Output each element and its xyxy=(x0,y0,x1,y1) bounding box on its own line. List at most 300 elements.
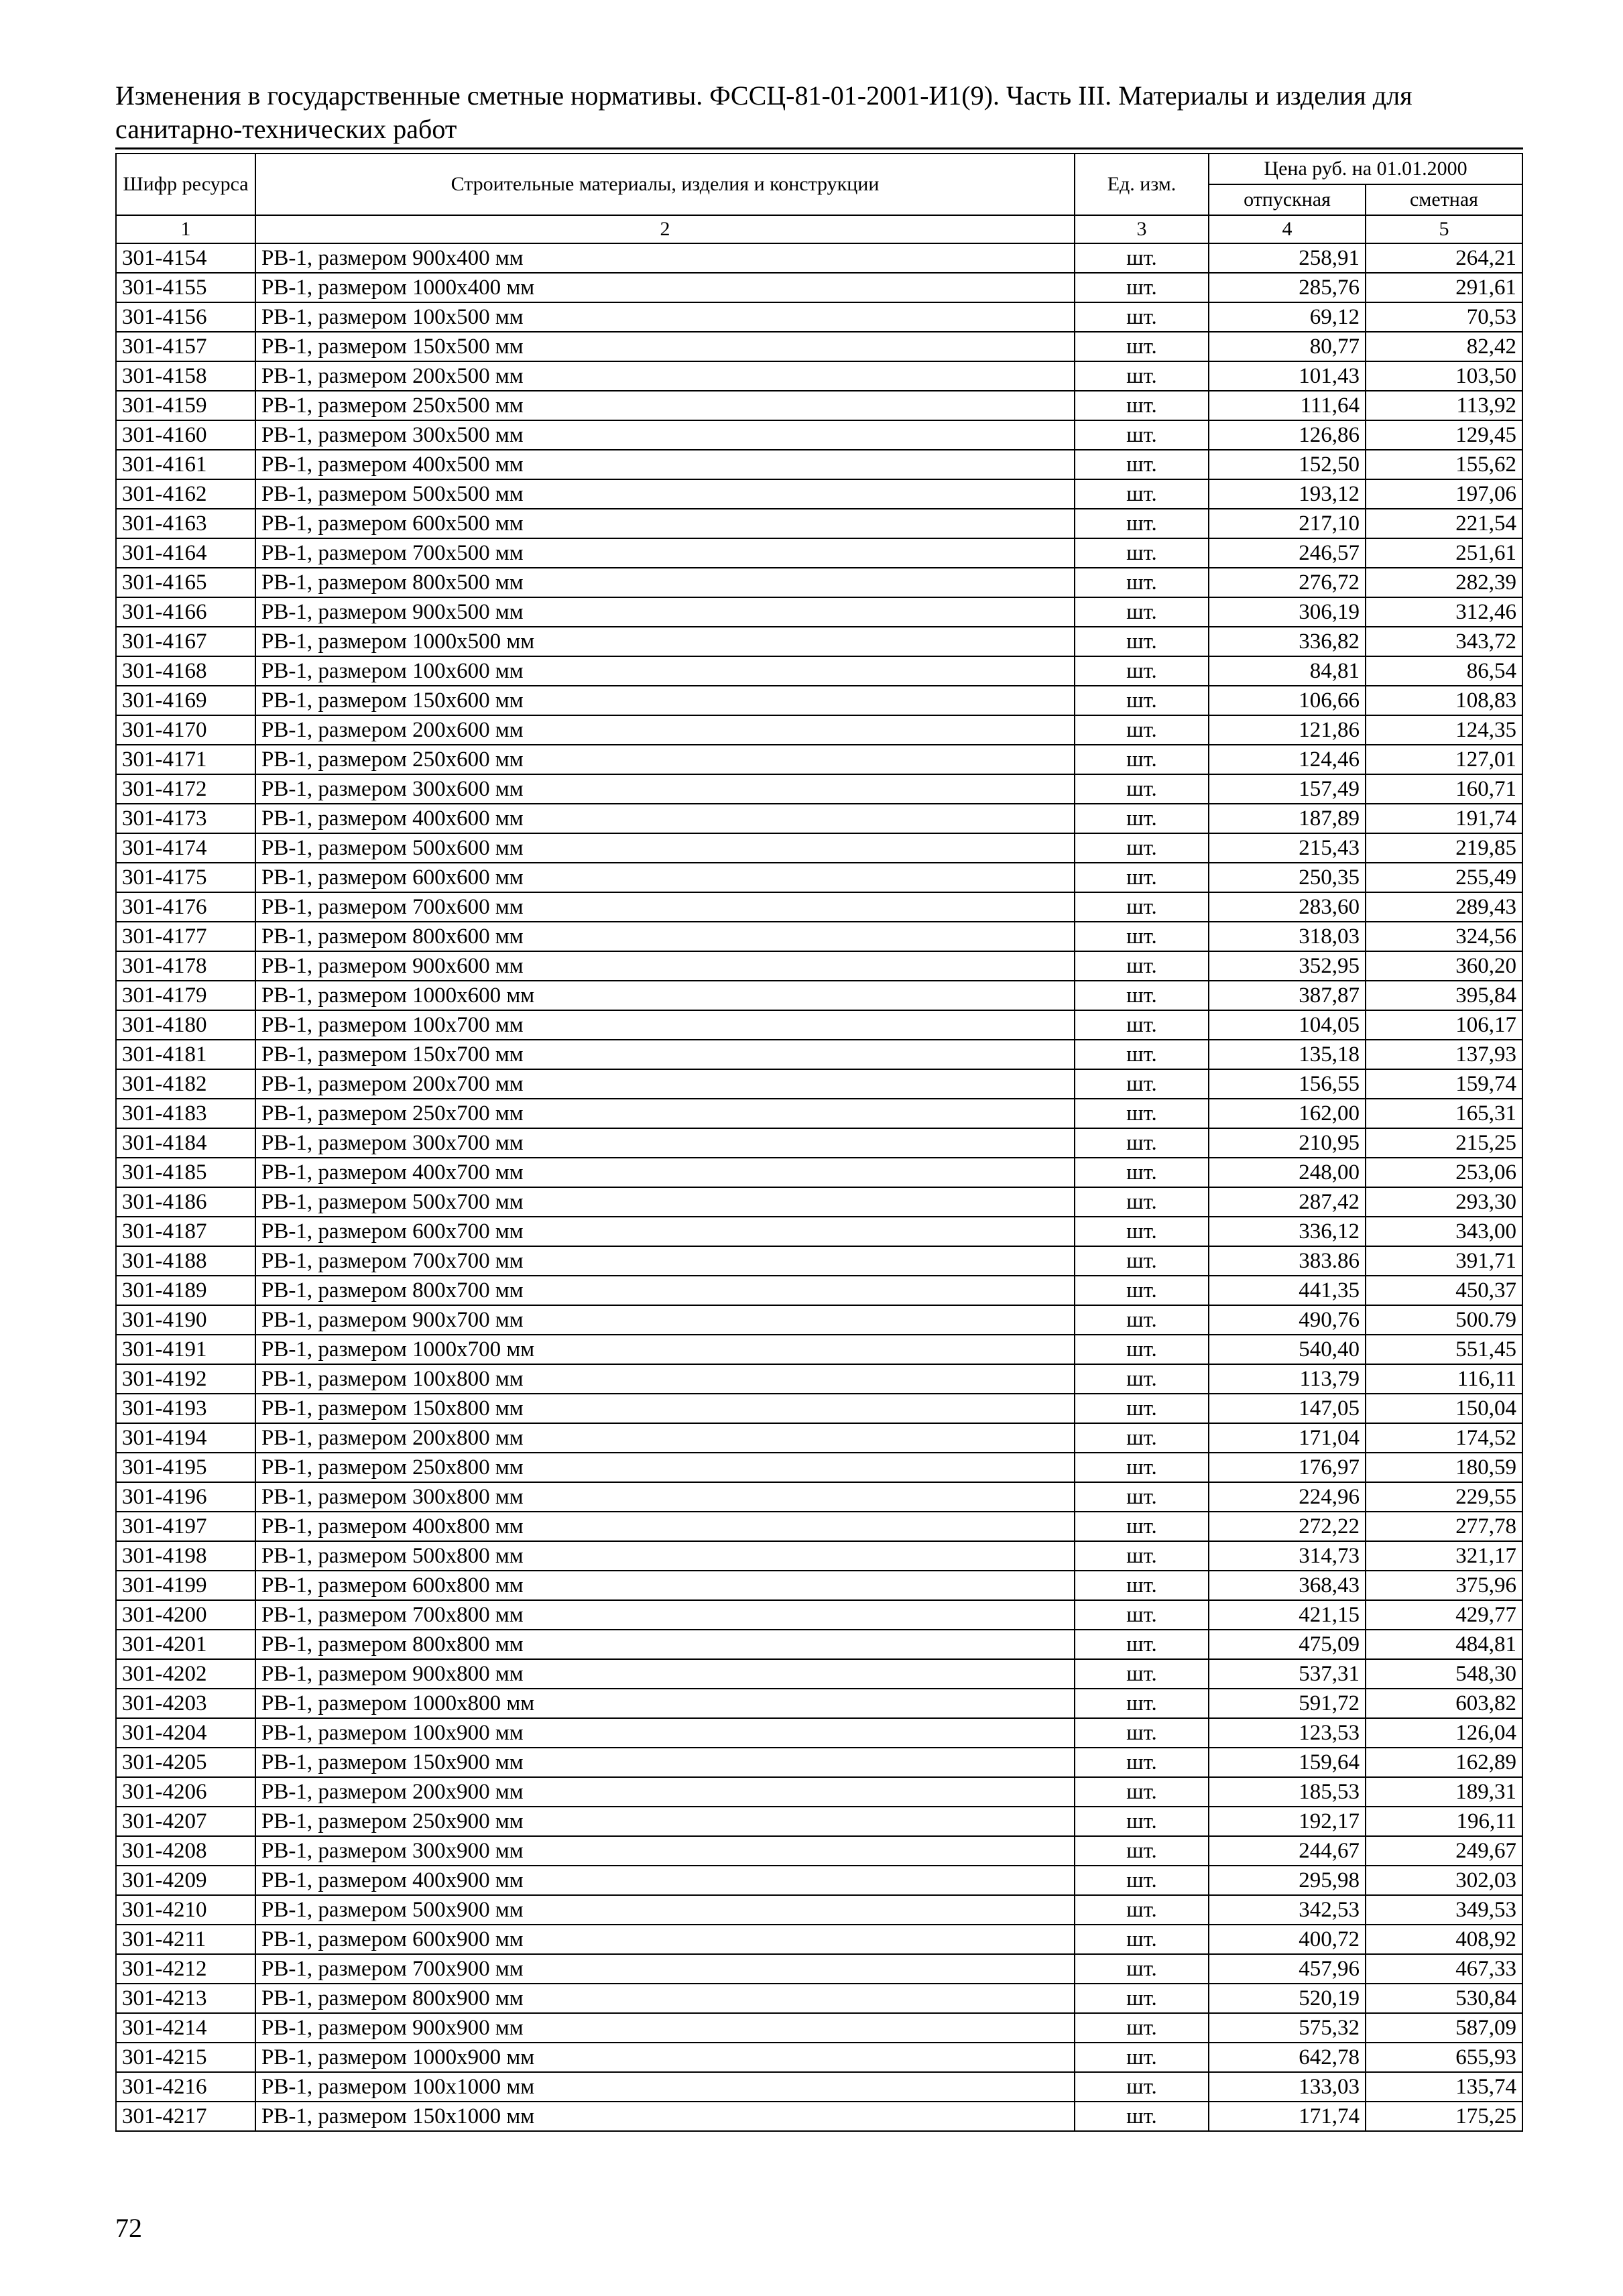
cell-unit: шт. xyxy=(1075,1866,1209,1895)
table-row xyxy=(116,863,1522,892)
cell-name: РВ-1, размером 700х700 мм xyxy=(255,1246,1075,1276)
cell-release-price: 575,32 xyxy=(1209,2013,1366,2043)
cell-release-price: 192,17 xyxy=(1209,1807,1366,1836)
cell-release-price: 520,19 xyxy=(1209,1984,1366,2013)
cell-release-price: 135,18 xyxy=(1209,1040,1366,1069)
cell-name: РВ-1, размером 400х800 мм xyxy=(255,1512,1075,1541)
cell-unit: шт. xyxy=(1075,1423,1209,1453)
cell-name: РВ-1, размером 250х500 мм xyxy=(255,391,1075,420)
cell-release-price: 258,91 xyxy=(1209,243,1366,273)
cell-estimate-price: 429,77 xyxy=(1366,1600,1522,1630)
cell-estimate-price: 450,37 xyxy=(1366,1276,1522,1305)
table-row xyxy=(116,1777,1522,1807)
cell-code: 301-4171 xyxy=(116,745,255,774)
cell-name: РВ-1, размером 600х600 мм xyxy=(255,863,1075,892)
table-row xyxy=(116,1453,1522,1482)
cell-estimate-price: 249,67 xyxy=(1366,1836,1522,1866)
table-row xyxy=(116,1187,1522,1217)
cell-unit: шт. xyxy=(1075,1925,1209,1954)
document-header xyxy=(115,79,1523,149)
cell-code: 301-4165 xyxy=(116,568,255,597)
table-row xyxy=(116,1069,1522,1099)
cell-estimate-price: 129,45 xyxy=(1366,420,1522,450)
col-header-code: Шифр ресурса xyxy=(116,154,255,215)
cell-unit: шт. xyxy=(1075,1040,1209,1069)
cell-estimate-price: 289,43 xyxy=(1366,892,1522,922)
cell-release-price: 441,35 xyxy=(1209,1276,1366,1305)
cell-name: РВ-1, размером 250х700 мм xyxy=(255,1099,1075,1128)
cell-release-price: 126,86 xyxy=(1209,420,1366,450)
cell-release-price: 383.86 xyxy=(1209,1246,1366,1276)
cell-estimate-price: 603,82 xyxy=(1366,1689,1522,1718)
table-row xyxy=(116,1718,1522,1748)
cell-name: РВ-1, размером 900х500 мм xyxy=(255,597,1075,627)
col-header-estimate-price: сметная xyxy=(1366,184,1522,215)
cell-release-price: 244,67 xyxy=(1209,1836,1366,1866)
cell-code: 301-4213 xyxy=(116,1984,255,2013)
cell-release-price: 475,09 xyxy=(1209,1630,1366,1659)
cell-unit: шт. xyxy=(1075,774,1209,804)
cell-name: РВ-1, размером 100х500 мм xyxy=(255,302,1075,332)
cell-release-price: 162,00 xyxy=(1209,1099,1366,1128)
cell-name: РВ-1, размером 800х600 мм xyxy=(255,922,1075,951)
cell-name: РВ-1, размером 300х800 мм xyxy=(255,1482,1075,1512)
cell-name: РВ-1, размером 150х1000 мм xyxy=(255,2102,1075,2131)
cell-estimate-price: 375,96 xyxy=(1366,1571,1522,1600)
cell-release-price: 342,53 xyxy=(1209,1895,1366,1925)
table-row xyxy=(116,981,1522,1010)
cell-release-price: 171,04 xyxy=(1209,1423,1366,1453)
cell-estimate-price: 253,06 xyxy=(1366,1158,1522,1187)
cell-release-price: 101,43 xyxy=(1209,361,1366,391)
cell-code: 301-4205 xyxy=(116,1748,255,1777)
cell-estimate-price: 155,62 xyxy=(1366,450,1522,479)
cell-estimate-price: 108,83 xyxy=(1366,686,1522,715)
cell-name: РВ-1, размером 700х900 мм xyxy=(255,1954,1075,1984)
table-row xyxy=(116,745,1522,774)
cell-estimate-price: 127,01 xyxy=(1366,745,1522,774)
cell-name: РВ-1, размером 200х600 мм xyxy=(255,715,1075,745)
cell-unit: шт. xyxy=(1075,951,1209,981)
cell-estimate-price: 70,53 xyxy=(1366,302,1522,332)
cell-code: 301-4167 xyxy=(116,627,255,656)
table-row xyxy=(116,1748,1522,1777)
cell-code: 301-4176 xyxy=(116,892,255,922)
cell-unit: шт. xyxy=(1075,1187,1209,1217)
cell-release-price: 111,64 xyxy=(1209,391,1366,420)
table-row xyxy=(116,1895,1522,1925)
cell-code: 301-4201 xyxy=(116,1630,255,1659)
cell-estimate-price: 324,56 xyxy=(1366,922,1522,951)
cell-unit: шт. xyxy=(1075,627,1209,656)
table-row xyxy=(116,450,1522,479)
table-row xyxy=(116,892,1522,922)
cell-code: 301-4164 xyxy=(116,538,255,568)
cell-name: РВ-1, размером 250х800 мм xyxy=(255,1453,1075,1482)
cell-unit: шт. xyxy=(1075,568,1209,597)
cell-release-price: 642,78 xyxy=(1209,2043,1366,2072)
cell-release-price: 224,96 xyxy=(1209,1482,1366,1512)
cell-code: 301-4182 xyxy=(116,1069,255,1099)
cell-estimate-price: 343,72 xyxy=(1366,627,1522,656)
table-row xyxy=(116,1040,1522,1069)
cell-estimate-price: 312,46 xyxy=(1366,597,1522,627)
cell-code: 301-4155 xyxy=(116,273,255,302)
cell-name: РВ-1, размером 100х700 мм xyxy=(255,1010,1075,1040)
cell-estimate-price: 219,85 xyxy=(1366,833,1522,863)
cell-code: 301-4211 xyxy=(116,1925,255,1954)
cell-release-price: 147,05 xyxy=(1209,1394,1366,1423)
cell-release-price: 84,81 xyxy=(1209,656,1366,686)
cell-release-price: 287,42 xyxy=(1209,1187,1366,1217)
cell-name: РВ-1, размером 800х900 мм xyxy=(255,1984,1075,2013)
cell-unit: шт. xyxy=(1075,1689,1209,1718)
cell-name: РВ-1, размером 150х600 мм xyxy=(255,686,1075,715)
cell-unit: шт. xyxy=(1075,1364,1209,1394)
cell-name: РВ-1, размером 700х600 мм xyxy=(255,892,1075,922)
cell-estimate-price: 229,55 xyxy=(1366,1482,1522,1512)
cell-name: РВ-1, размером 100х600 мм xyxy=(255,656,1075,686)
cell-unit: шт. xyxy=(1075,715,1209,745)
cell-code: 301-4210 xyxy=(116,1895,255,1925)
table-row xyxy=(116,1394,1522,1423)
table-row xyxy=(116,1246,1522,1276)
cell-name: РВ-1, размером 400х500 мм xyxy=(255,450,1075,479)
cell-unit: шт. xyxy=(1075,509,1209,538)
cell-name: РВ-1, размером 1000х500 мм xyxy=(255,627,1075,656)
cell-release-price: 400,72 xyxy=(1209,1925,1366,1954)
table-row xyxy=(116,361,1522,391)
cell-name: РВ-1, размером 800х700 мм xyxy=(255,1276,1075,1305)
cell-name: РВ-1, размером 300х700 мм xyxy=(255,1128,1075,1158)
table-row xyxy=(116,951,1522,981)
cell-unit: шт. xyxy=(1075,892,1209,922)
table-row xyxy=(116,332,1522,361)
cell-estimate-price: 116,11 xyxy=(1366,1364,1522,1394)
price-table-body xyxy=(116,243,1522,2131)
col-header-unit: Ед. изм. xyxy=(1075,154,1209,215)
cell-estimate-price: 162,89 xyxy=(1366,1748,1522,1777)
cell-code: 301-4193 xyxy=(116,1394,255,1423)
page-number: 72 xyxy=(115,2213,142,2243)
cell-code: 301-4198 xyxy=(116,1541,255,1571)
table-row xyxy=(116,1335,1522,1364)
cell-name: РВ-1, размером 300х900 мм xyxy=(255,1836,1075,1866)
table-row xyxy=(116,804,1522,833)
cell-estimate-price: 197,06 xyxy=(1366,479,1522,509)
cell-code: 301-4169 xyxy=(116,686,255,715)
cell-estimate-price: 467,33 xyxy=(1366,1954,1522,1984)
cell-name: РВ-1, размером 600х900 мм xyxy=(255,1925,1075,1954)
col-header-name: Строительные материалы, изделия и конструкции xyxy=(255,154,1075,215)
cell-release-price: 176,97 xyxy=(1209,1453,1366,1482)
cell-code: 301-4203 xyxy=(116,1689,255,1718)
cell-code: 301-4158 xyxy=(116,361,255,391)
cell-code: 301-4184 xyxy=(116,1128,255,1158)
cell-name: РВ-1, размером 500х700 мм xyxy=(255,1187,1075,1217)
cell-name: РВ-1, размером 500х500 мм xyxy=(255,479,1075,509)
cell-release-price: 540,40 xyxy=(1209,1335,1366,1364)
cell-release-price: 295,98 xyxy=(1209,1866,1366,1895)
cell-code: 301-4192 xyxy=(116,1364,255,1394)
cell-code: 301-4196 xyxy=(116,1482,255,1512)
cell-estimate-price: 103,50 xyxy=(1366,361,1522,391)
cell-estimate-price: 189,31 xyxy=(1366,1777,1522,1807)
cell-unit: шт. xyxy=(1075,2013,1209,2043)
cell-name: РВ-1, размером 150х800 мм xyxy=(255,1394,1075,1423)
cell-estimate-price: 391,71 xyxy=(1366,1246,1522,1276)
table-row xyxy=(116,302,1522,332)
cell-code: 301-4207 xyxy=(116,1807,255,1836)
cell-code: 301-4188 xyxy=(116,1246,255,1276)
cell-code: 301-4168 xyxy=(116,656,255,686)
col-number-3: 3 xyxy=(1075,215,1209,243)
cell-estimate-price: 113,92 xyxy=(1366,391,1522,420)
cell-estimate-price: 291,61 xyxy=(1366,273,1522,302)
cell-unit: шт. xyxy=(1075,1571,1209,1600)
cell-name: РВ-1, размером 200х700 мм xyxy=(255,1069,1075,1099)
table-row xyxy=(116,538,1522,568)
cell-release-price: 272,22 xyxy=(1209,1512,1366,1541)
cell-release-price: 591,72 xyxy=(1209,1689,1366,1718)
table-row xyxy=(116,1364,1522,1394)
cell-code: 301-4217 xyxy=(116,2102,255,2131)
cell-estimate-price: 137,93 xyxy=(1366,1040,1522,1069)
cell-estimate-price: 321,17 xyxy=(1366,1541,1522,1571)
table-row xyxy=(116,1541,1522,1571)
cell-release-price: 352,95 xyxy=(1209,951,1366,981)
table-row xyxy=(116,1954,1522,1984)
cell-code: 301-4160 xyxy=(116,420,255,450)
cell-name: РВ-1, размером 1000х400 мм xyxy=(255,273,1075,302)
cell-code: 301-4159 xyxy=(116,391,255,420)
cell-name: РВ-1, размером 100х1000 мм xyxy=(255,2072,1075,2102)
cell-release-price: 306,19 xyxy=(1209,597,1366,627)
cell-release-price: 123,53 xyxy=(1209,1718,1366,1748)
table-row xyxy=(116,1423,1522,1453)
cell-name: РВ-1, размером 800х800 мм xyxy=(255,1630,1075,1659)
cell-estimate-price: 135,74 xyxy=(1366,2072,1522,2102)
cell-name: РВ-1, размером 100х900 мм xyxy=(255,1718,1075,1748)
cell-name: РВ-1, размером 200х500 мм xyxy=(255,361,1075,391)
cell-estimate-price: 302,03 xyxy=(1366,1866,1522,1895)
cell-estimate-price: 530,84 xyxy=(1366,1984,1522,2013)
header-line-1: Изменения в государственные сметные нормативы. ФССЦ-81-01-2001-И1(9). Часть III. Материалы и изделия для xyxy=(115,80,1412,111)
table-row xyxy=(116,1571,1522,1600)
table-row xyxy=(116,656,1522,686)
cell-code: 301-4162 xyxy=(116,479,255,509)
cell-estimate-price: 343,00 xyxy=(1366,1217,1522,1246)
table-row xyxy=(116,1600,1522,1630)
cell-unit: шт. xyxy=(1075,1394,1209,1423)
cell-code: 301-4206 xyxy=(116,1777,255,1807)
cell-name: РВ-1, размером 200х900 мм xyxy=(255,1777,1075,1807)
cell-release-price: 248,00 xyxy=(1209,1158,1366,1187)
cell-unit: шт. xyxy=(1075,1099,1209,1128)
cell-estimate-price: 655,93 xyxy=(1366,2043,1522,2072)
cell-release-price: 187,89 xyxy=(1209,804,1366,833)
cell-release-price: 368,43 xyxy=(1209,1571,1366,1600)
cell-release-price: 250,35 xyxy=(1209,863,1366,892)
cell-unit: шт. xyxy=(1075,656,1209,686)
cell-unit: шт. xyxy=(1075,302,1209,332)
cell-code: 301-4190 xyxy=(116,1305,255,1335)
cell-release-price: 215,43 xyxy=(1209,833,1366,863)
cell-code: 301-4215 xyxy=(116,2043,255,2072)
cell-estimate-price: 124,35 xyxy=(1366,715,1522,745)
cell-unit: шт. xyxy=(1075,391,1209,420)
cell-unit: шт. xyxy=(1075,1276,1209,1305)
cell-name: РВ-1, размером 250х600 мм xyxy=(255,745,1075,774)
cell-code: 301-4156 xyxy=(116,302,255,332)
cell-estimate-price: 180,59 xyxy=(1366,1453,1522,1482)
cell-unit: шт. xyxy=(1075,981,1209,1010)
cell-release-price: 80,77 xyxy=(1209,332,1366,361)
cell-estimate-price: 106,17 xyxy=(1366,1010,1522,1040)
table-row xyxy=(116,2102,1522,2131)
price-table xyxy=(115,153,1523,2132)
cell-release-price: 133,03 xyxy=(1209,2072,1366,2102)
cell-release-price: 276,72 xyxy=(1209,568,1366,597)
table-row xyxy=(116,1807,1522,1836)
cell-name: РВ-1, размером 400х600 мм xyxy=(255,804,1075,833)
cell-unit: шт. xyxy=(1075,1246,1209,1276)
cell-name: РВ-1, размером 900х400 мм xyxy=(255,243,1075,273)
cell-estimate-price: 160,71 xyxy=(1366,774,1522,804)
cell-release-price: 124,46 xyxy=(1209,745,1366,774)
col-number-1: 1 xyxy=(116,215,255,243)
col-header-price: Цена руб. на 01.01.2000 xyxy=(1209,154,1522,184)
cell-release-price: 210,95 xyxy=(1209,1128,1366,1158)
table-row xyxy=(116,686,1522,715)
cell-unit: шт. xyxy=(1075,420,1209,450)
cell-release-price: 157,49 xyxy=(1209,774,1366,804)
cell-unit: шт. xyxy=(1075,597,1209,627)
cell-code: 301-4175 xyxy=(116,863,255,892)
cell-code: 301-4216 xyxy=(116,2072,255,2102)
cell-code: 301-4180 xyxy=(116,1010,255,1040)
cell-name: РВ-1, размером 1000х600 мм xyxy=(255,981,1075,1010)
table-row xyxy=(116,1217,1522,1246)
cell-code: 301-4197 xyxy=(116,1512,255,1541)
cell-unit: шт. xyxy=(1075,1807,1209,1836)
cell-release-price: 156,55 xyxy=(1209,1069,1366,1099)
cell-unit: шт. xyxy=(1075,1718,1209,1748)
cell-name: РВ-1, размером 200х800 мм xyxy=(255,1423,1075,1453)
cell-name: РВ-1, размером 400х900 мм xyxy=(255,1866,1075,1895)
cell-code: 301-4173 xyxy=(116,804,255,833)
cell-code: 301-4154 xyxy=(116,243,255,273)
cell-code: 301-4199 xyxy=(116,1571,255,1600)
cell-name: РВ-1, размером 700х800 мм xyxy=(255,1600,1075,1630)
table-row xyxy=(116,774,1522,804)
table-row xyxy=(116,1158,1522,1187)
cell-name: РВ-1, размером 600х700 мм xyxy=(255,1217,1075,1246)
cell-estimate-price: 215,25 xyxy=(1366,1128,1522,1158)
cell-unit: шт. xyxy=(1075,1128,1209,1158)
cell-code: 301-4185 xyxy=(116,1158,255,1187)
cell-name: РВ-1, размером 900х600 мм xyxy=(255,951,1075,981)
table-row xyxy=(116,243,1522,273)
cell-name: РВ-1, размером 600х800 мм xyxy=(255,1571,1075,1600)
cell-release-price: 336,12 xyxy=(1209,1217,1366,1246)
cell-release-price: 285,76 xyxy=(1209,273,1366,302)
cell-unit: шт. xyxy=(1075,479,1209,509)
cell-unit: шт. xyxy=(1075,1010,1209,1040)
cell-code: 301-4194 xyxy=(116,1423,255,1453)
cell-release-price: 113,79 xyxy=(1209,1364,1366,1394)
table-row xyxy=(116,1482,1522,1512)
table-row xyxy=(116,391,1522,420)
cell-estimate-price: 255,49 xyxy=(1366,863,1522,892)
cell-estimate-price: 221,54 xyxy=(1366,509,1522,538)
table-row xyxy=(116,2072,1522,2102)
cell-code: 301-4214 xyxy=(116,2013,255,2043)
cell-unit: шт. xyxy=(1075,273,1209,302)
table-row xyxy=(116,509,1522,538)
cell-unit: шт. xyxy=(1075,1482,1209,1512)
cell-name: РВ-1, размером 300х600 мм xyxy=(255,774,1075,804)
cell-unit: шт. xyxy=(1075,243,1209,273)
cell-unit: шт. xyxy=(1075,1630,1209,1659)
cell-release-price: 246,57 xyxy=(1209,538,1366,568)
cell-release-price: 159,64 xyxy=(1209,1748,1366,1777)
cell-estimate-price: 86,54 xyxy=(1366,656,1522,686)
cell-unit: шт. xyxy=(1075,1453,1209,1482)
cell-code: 301-4170 xyxy=(116,715,255,745)
cell-estimate-price: 251,61 xyxy=(1366,538,1522,568)
table-row xyxy=(116,1010,1522,1040)
cell-name: РВ-1, размером 500х600 мм xyxy=(255,833,1075,863)
cell-estimate-price: 282,39 xyxy=(1366,568,1522,597)
table-row xyxy=(116,420,1522,450)
cell-code: 301-4195 xyxy=(116,1453,255,1482)
cell-unit: шт. xyxy=(1075,1512,1209,1541)
cell-name: РВ-1, размером 500х800 мм xyxy=(255,1541,1075,1571)
cell-unit: шт. xyxy=(1075,2043,1209,2072)
cell-unit: шт. xyxy=(1075,745,1209,774)
table-row xyxy=(116,1128,1522,1158)
cell-name: РВ-1, размером 400х700 мм xyxy=(255,1158,1075,1187)
cell-unit: шт. xyxy=(1075,1659,1209,1689)
table-row xyxy=(116,627,1522,656)
cell-name: РВ-1, размером 1000х700 мм xyxy=(255,1335,1075,1364)
cell-code: 301-4181 xyxy=(116,1040,255,1069)
cell-unit: шт. xyxy=(1075,450,1209,479)
cell-estimate-price: 548,30 xyxy=(1366,1659,1522,1689)
cell-code: 301-4177 xyxy=(116,922,255,951)
cell-release-price: 336,82 xyxy=(1209,627,1366,656)
table-row xyxy=(116,1512,1522,1541)
cell-estimate-price: 264,21 xyxy=(1366,243,1522,273)
cell-unit: шт. xyxy=(1075,804,1209,833)
cell-release-price: 314,73 xyxy=(1209,1541,1366,1571)
cell-unit: шт. xyxy=(1075,922,1209,951)
cell-release-price: 457,96 xyxy=(1209,1954,1366,1984)
table-row xyxy=(116,922,1522,951)
cell-name: РВ-1, размером 900х800 мм xyxy=(255,1659,1075,1689)
cell-code: 301-4209 xyxy=(116,1866,255,1895)
cell-release-price: 185,53 xyxy=(1209,1777,1366,1807)
table-row xyxy=(116,273,1522,302)
cell-code: 301-4202 xyxy=(116,1659,255,1689)
cell-unit: шт. xyxy=(1075,361,1209,391)
table-row xyxy=(116,1925,1522,1954)
cell-unit: шт. xyxy=(1075,332,1209,361)
cell-name: РВ-1, размером 150х500 мм xyxy=(255,332,1075,361)
cell-name: РВ-1, размером 1000х900 мм xyxy=(255,2043,1075,2072)
cell-code: 301-4187 xyxy=(116,1217,255,1246)
